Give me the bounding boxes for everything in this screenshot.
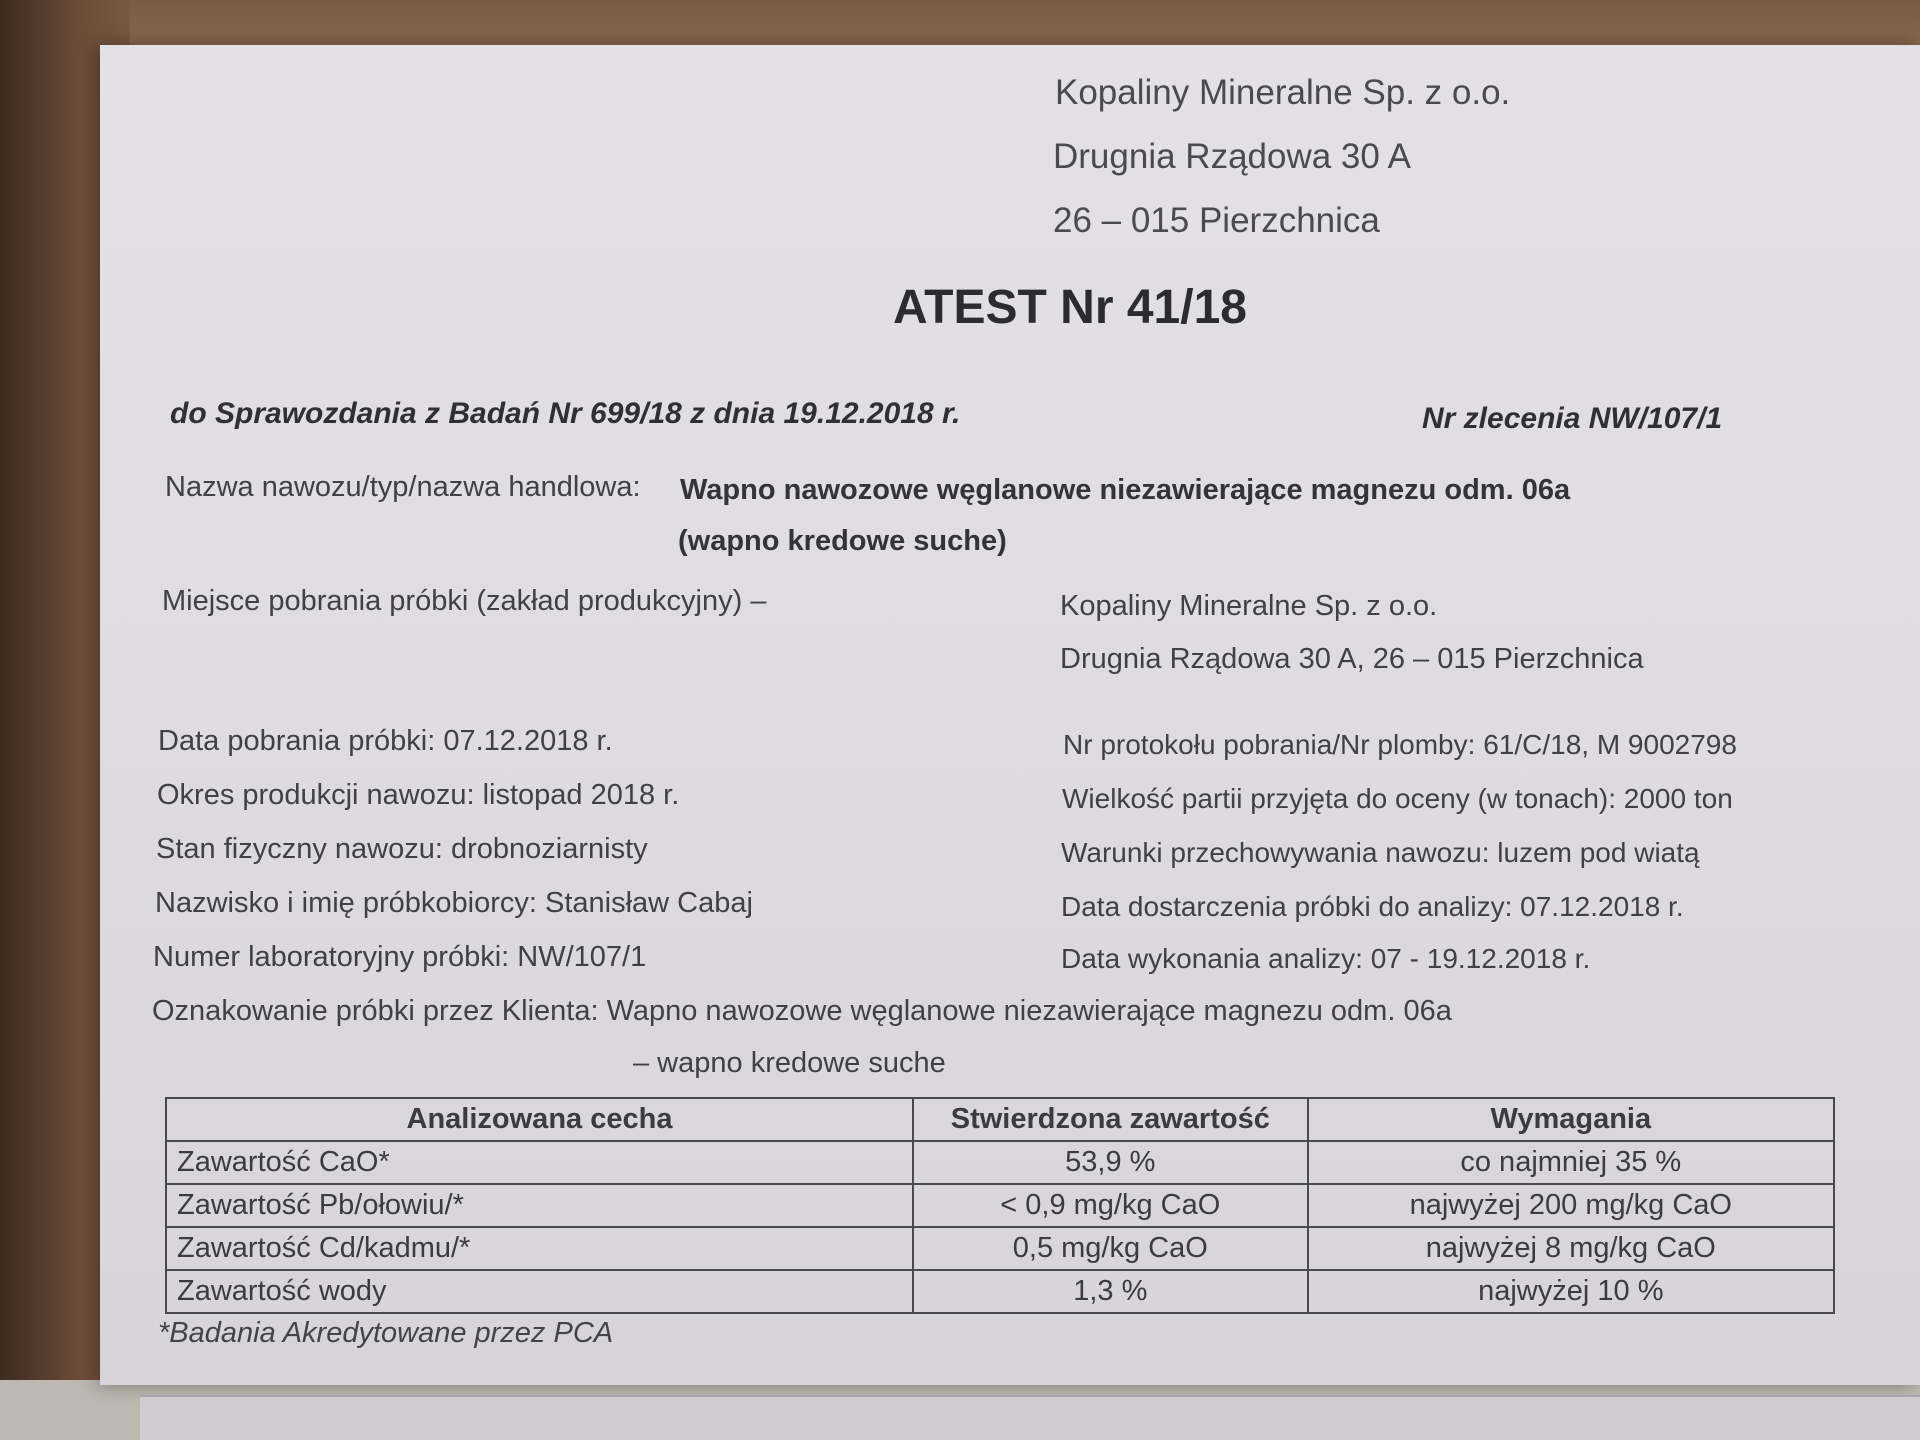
- table-row: [166, 1184, 1834, 1227]
- table-cell: Zawartość wody: [166, 1270, 913, 1313]
- sampling-place-label: Miejsce pobrania próbki (zakład produkcyjny) –: [162, 585, 767, 617]
- next-sheet-edge: [140, 1395, 1920, 1440]
- table-cell: Zawartość CaO*: [166, 1141, 913, 1184]
- table-cell: Zawartość Cd/kadmu/*: [166, 1227, 913, 1270]
- fertilizer-label: Nazwa nawozu/typ/nazwa handlowa:: [165, 471, 641, 503]
- fertilizer-name: Wapno nawozowe węglanowe niezawierające magnezu odm. 06a: [680, 474, 1571, 506]
- sampler-name: Nazwisko i imię próbkobiorcy: Stanisław Cabaj: [155, 887, 753, 919]
- table-header: Analizowana cecha: [166, 1098, 913, 1141]
- table-cell: 53,9 %: [913, 1141, 1308, 1184]
- table-header: Stwierdzona zawartość: [913, 1098, 1308, 1141]
- company-name: Kopaliny Mineralne Sp. z o.o.: [1055, 73, 1511, 112]
- company-street: Drugnia Rządowa 30 A: [1053, 137, 1411, 176]
- lab-sample-number: Numer laboratoryjny próbki: NW/107/1: [153, 941, 647, 973]
- table-cell: najwyżej 8 mg/kg CaO: [1308, 1227, 1834, 1270]
- sampling-place-line2: Drugnia Rządowa 30 A, 26 – 015 Pierzchnica: [1060, 643, 1644, 675]
- table-header: Wymagania: [1308, 1098, 1834, 1141]
- order-number: Nr zlecenia NW/107/1: [1422, 402, 1723, 435]
- results-table: [165, 1097, 1835, 1314]
- batch-size: Wielkość partii przyjęta do oceny (w tonach): 2000 ton: [1062, 783, 1733, 814]
- protocol-number: Nr protokołu pobrania/Nr plomby: 61/C/18, M 9002798: [1063, 729, 1737, 760]
- production-period: Okres produkcji nawozu: listopad 2018 r.: [157, 779, 680, 811]
- client-marking-line2: – wapno kredowe suche: [633, 1047, 946, 1079]
- storage-conditions: Warunki przechowywania nawozu: luzem pod wiatą: [1061, 837, 1700, 868]
- client-marking-line1: Oznakowanie próbki przez Klienta: Wapno nawozowe węglanowe niezawierające magnezu odm. 06a: [152, 995, 1452, 1027]
- table-row: [166, 1227, 1834, 1270]
- table-header-row: [166, 1098, 1834, 1141]
- table-cell: Zawartość Pb/ołowiu/*: [166, 1184, 913, 1227]
- sampling-date: Data pobrania próbki: 07.12.2018 r.: [158, 725, 613, 757]
- table-cell: 1,3 %: [913, 1270, 1308, 1313]
- document-title: ATEST Nr 41/18: [893, 281, 1247, 334]
- table-row: [166, 1141, 1834, 1184]
- table-row: [166, 1270, 1834, 1313]
- table-cell: najwyżej 10 %: [1308, 1270, 1834, 1313]
- fertilizer-subname: (wapno kredowe suche): [678, 525, 1007, 557]
- sampling-place-line1: Kopaliny Mineralne Sp. z o.o.: [1060, 590, 1438, 622]
- report-reference: do Sprawozdania z Badań Nr 699/18 z dnia 19.12.2018 r.: [170, 397, 961, 430]
- document-page: [100, 45, 1920, 1385]
- footnote: *Badania Akredytowane przez PCA: [158, 1317, 614, 1349]
- table-cell: najwyżej 200 mg/kg CaO: [1308, 1184, 1834, 1227]
- delivery-date: Data dostarczenia próbki do analizy: 07.12.2018 r.: [1061, 891, 1684, 922]
- analysis-date: Data wykonania analizy: 07 - 19.12.2018 r.: [1061, 943, 1591, 974]
- company-city: 26 – 015 Pierzchnica: [1053, 201, 1380, 240]
- table-cell: co najmniej 35 %: [1308, 1141, 1834, 1184]
- physical-state: Stan fizyczny nawozu: drobnoziarnisty: [156, 833, 648, 865]
- table-cell: 0,5 mg/kg CaO: [913, 1227, 1308, 1270]
- table-cell: < 0,9 mg/kg CaO: [913, 1184, 1308, 1227]
